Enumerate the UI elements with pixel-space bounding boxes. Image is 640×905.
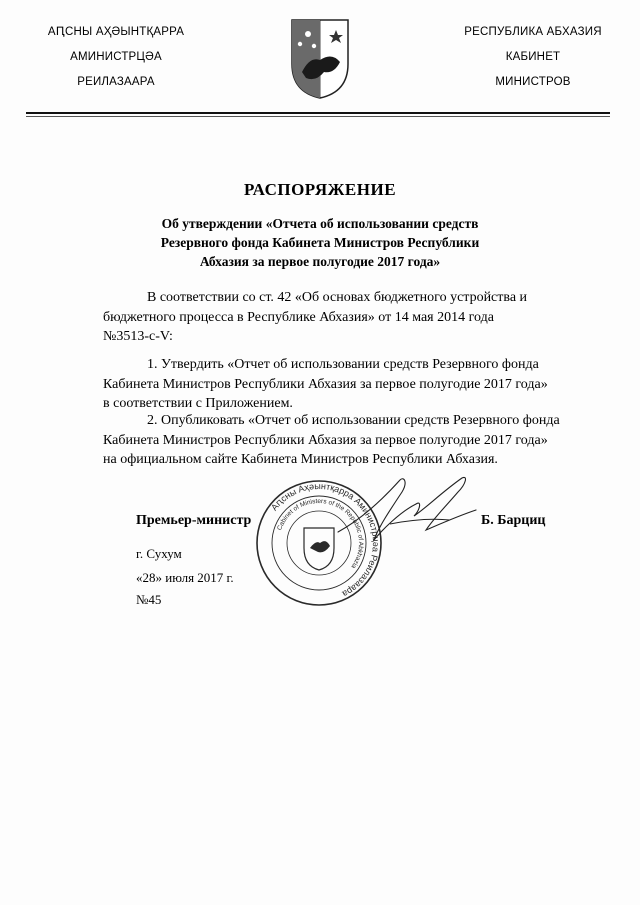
paragraph-line: Кабинета Министров Республики Абхазия за первое полугодие 2017 года» (103, 432, 548, 448)
coat-of-arms-icon (288, 16, 352, 100)
header-left-abkhaz (36, 24, 196, 99)
paragraph-line: №3513-с-V: (103, 329, 173, 344)
paragraph-line: 1. Утвердить «Отчет об использовании средств Резервного фонда (147, 357, 539, 372)
header-right-line: МИНИСТРОВ (495, 76, 571, 88)
paragraph-line: в соответствии с Приложением. (103, 396, 293, 411)
svg-text:Аԥсны Аҳәынтқарра Аминистрцәа: Аԥсны Аҳәынтқарра Аминистрцәа Реилазаара (269, 480, 382, 600)
document-title: РАСПОРЯЖЕНИЕ (243, 180, 397, 199)
subject-line: Об утверждении «Отчета об использовании средств (161, 216, 479, 231)
item-approve (103, 355, 591, 414)
header-right-line: КАБИНЕТ (505, 51, 561, 63)
issue-date: «28» июля 2017 г. (136, 570, 234, 585)
header-left-line: АԤСНЫ АҲӘЫНТҚАРРА (47, 26, 185, 38)
svg-text:Cabinet of Ministers of the Re: Cabinet of Ministers of the Republic of Abkhazia (276, 497, 365, 570)
signatory-role: Премьер-министр (136, 513, 252, 528)
subject-line: Абхазия за первое полугодие 2017 года» (199, 254, 441, 269)
header-left-line: АМИНИСТРЦӘА (70, 51, 162, 63)
paragraph-line: бюджетного процесса в Республике Абхазия» от 14 мая 2014 года (103, 309, 494, 325)
header-divider-thin (26, 116, 610, 117)
header-left-line: РЕИЛАЗААРА (77, 76, 155, 88)
paragraph-line: В соответствии со ст. 42 «Об основах бюджетного устройства и (147, 290, 528, 305)
header-right-russian (448, 24, 618, 99)
item-publish (103, 411, 591, 470)
signatory-name: Б. Барциц (481, 513, 546, 528)
paragraph-line: на официальном сайте Кабинета Министров Республики Абхазия. (103, 452, 498, 467)
header-divider (26, 112, 610, 114)
document-subject (120, 214, 520, 271)
issue-place: г. Сухум (136, 546, 182, 561)
legal-basis-paragraph (103, 288, 591, 347)
paragraph-line: 2. Опубликовать «Отчет об использовании средств Резервного фонда (147, 413, 560, 428)
header-right-line: РЕСПУБЛИКА АБХАЗИЯ (464, 26, 602, 38)
subject-line: Резервного фонда Кабинета Министров Республики (160, 235, 480, 250)
document-number: №45 (136, 592, 162, 607)
handwritten-signature-icon (330, 470, 480, 550)
paragraph-line: Кабинета Министров Республики Абхазия за первое полугодие 2017 года» (103, 376, 548, 392)
